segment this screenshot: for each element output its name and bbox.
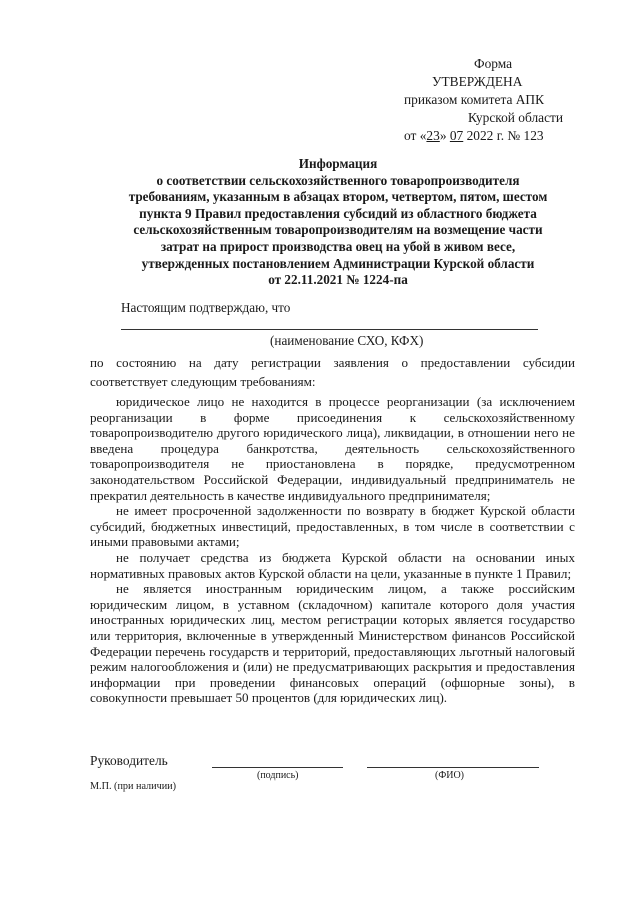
title-line: Информация	[298, 156, 378, 171]
document-title	[60, 156, 616, 289]
approved-label: УТВЕРЖДЕНА	[432, 74, 523, 89]
order-day: 23	[426, 128, 440, 143]
full-name-field[interactable]	[367, 767, 539, 768]
requirement-item: не имеет просроченной задолженности по возврату в бюджет Курской области субсидий, бюджетных инвестиций, предоставленных, в том числе в соответствии с иными правовыми актами;	[90, 503, 575, 550]
title-line: требованиям, указанным в абзацах втором, четвертом, пятом, шестом	[128, 189, 548, 205]
title-line: о соответствии сельскохозяйственного товаропроизводителя	[156, 172, 520, 188]
approval-header	[360, 55, 610, 145]
requirement-item: юридическое лицо не находится в процессе реорганизации (за исключением реорганизации в форме присоединения к сельскохозяйственному товаропроизводителю другого юридического лица), ликвидации, в отношении него не введена процедура банкротства, деятельность сельскохозяйственного товаропроизводителя не приостановлена в порядке, предусмотренном законодательством Российской Федерации, индивидуальный предприниматель не прекратил деятельность в качестве индивидуального предпринимателя;	[90, 394, 575, 503]
title-line: пункта 9 Правил предоставления субсидий из областного бюджета	[139, 205, 537, 221]
requirement-item: не является иностранным юридическим лицом, а также российским юридическим лицом, в уставном (складочном) капитале которого доля участия иностранных юридических лиц, местом регистрации которых является государство или территория, включенные в утвержденный Министерством финансов Российской Федерации перечень государств и территорий, предоставляющих льготный налоговый режим налогообложения и (или) не предусматривающих раскрытия и предоставления информации при проведении финансовых операций (офшорные зоны), в совокупности превышает 50 процентов (для юридических лиц).	[90, 581, 575, 706]
confirm-text: Настоящим подтверждаю, что	[121, 300, 291, 315]
organization-name-field[interactable]	[121, 329, 538, 330]
stamp-place-label: М.П. (при наличии)	[90, 781, 177, 792]
form-label: Форма	[474, 56, 513, 71]
full-name-caption: (ФИО)	[435, 770, 465, 781]
region-label: Курской области	[468, 110, 564, 125]
signature-caption: (подпись)	[257, 770, 299, 781]
title-line: сельскохозяйственным товаропроизводителям на возмещение части	[133, 222, 543, 238]
organization-name-caption: (наименование СХО, КФХ)	[270, 333, 424, 348]
requirements-intro: по состоянию на дату регистрации заявления о предоставлении субсидии соответствует следующим требованиям:	[90, 355, 575, 389]
title-line: утвержденных постановлением Администрации Курской области	[141, 255, 535, 271]
title-line: затрат на прирост производства овец на убой в живом весе,	[160, 238, 516, 254]
order-label: приказом комитета АПК	[404, 92, 545, 107]
order-date: от «23» 07 2022 г. № 123	[404, 128, 544, 143]
title-line: от 22.11.2021 № 1224-па	[268, 272, 408, 288]
requirements-body	[90, 353, 575, 706]
requirement-item: не получает средства из бюджета Курской области на основании иных нормативных правовых актов Курской области на цели, указанные в пункте 1 Правил;	[90, 549, 575, 581]
head-label: Руководитель	[90, 753, 168, 768]
order-month: 07	[449, 128, 464, 143]
signature-field[interactable]	[212, 767, 343, 768]
